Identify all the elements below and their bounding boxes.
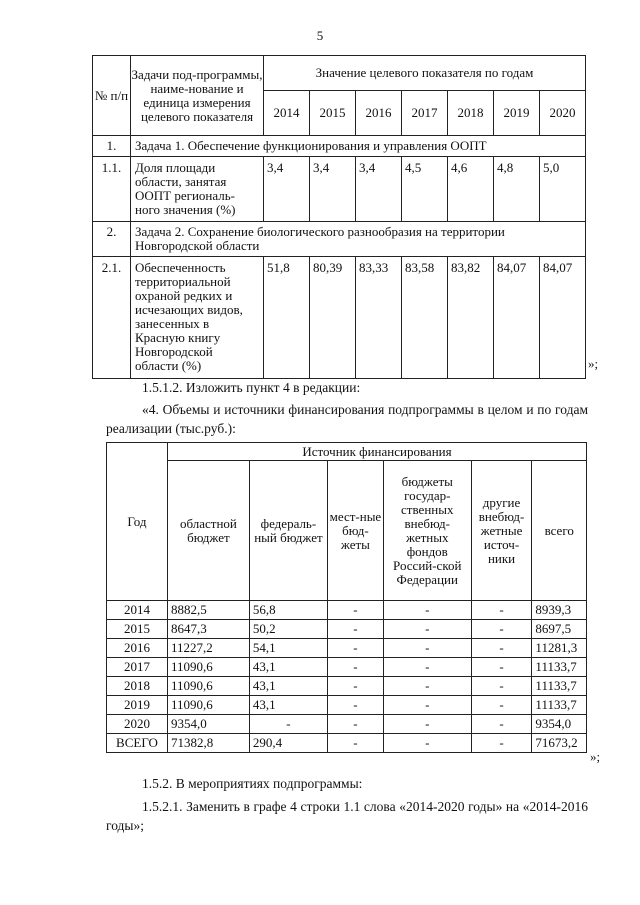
table-row [107,677,587,696]
table2-close-mark: »; [590,749,601,764]
cell-local: - [328,601,384,620]
row-value: 4,6 [448,157,494,222]
section-number: 2. [93,222,131,257]
cell-regional: 11090,6 [167,696,249,715]
row-year: ВСЕГО [107,734,168,753]
table-row [93,157,586,222]
row-year: 2015 [107,620,168,639]
cell-total: 11133,7 [532,696,587,715]
cell-local: - [328,639,384,658]
paragraph-1-5-1-2: 1.5.1.2. Изложить пункт 4 в редакции: [142,380,361,395]
row-description: Доля площади области, занятая ООПТ региональ-ного значения (%) [131,157,264,222]
header-number: № п/п [93,56,131,136]
year-header: 2015 [310,91,356,136]
row-year: 2016 [107,639,168,658]
header-other-sources: другие внебюд-жетные источ-ники [471,461,532,601]
row-value: 80,39 [310,257,356,379]
cell-total: 11133,7 [532,677,587,696]
row-value: 84,07 [540,257,586,379]
table-row [107,696,587,715]
row-number: 2.1. [93,257,131,379]
header-total: всего [532,461,587,601]
cell-federal: - [249,715,327,734]
cell-other: - [471,677,532,696]
table-row [93,257,586,379]
row-year: 2018 [107,677,168,696]
section-title: Задача 2. Сохранение биологического разнообразия на территории Новгородской области [131,222,586,257]
paragraph-1-5-2-1: 1.5.2.1. Заменить в графе 4 строки 1.1 слова «2014-2020 годы» на «2014-2016 годы»; [106,799,588,833]
year-header: 2018 [448,91,494,136]
cell-funds: - [383,639,471,658]
table-row-total [107,734,587,753]
cell-regional: 71382,8 [167,734,249,753]
cell-regional: 8882,5 [167,601,249,620]
cell-total: 11281,3 [532,639,587,658]
cell-regional: 9354,0 [167,715,249,734]
row-year: 2017 [107,658,168,677]
cell-local: - [328,734,384,753]
cell-other: - [471,696,532,715]
cell-local: - [328,696,384,715]
cell-funds: - [383,715,471,734]
cell-local: - [328,677,384,696]
financing-table [106,442,587,753]
year-header: 2016 [356,91,402,136]
cell-local: - [328,715,384,734]
row-number: 1.1. [93,157,131,222]
row-value: 4,5 [402,157,448,222]
cell-federal: 290,4 [249,734,327,753]
header-regional-budget: областной бюджет [167,461,249,601]
year-header: 2014 [264,91,310,136]
table-row [107,715,587,734]
target-indicators-table [92,55,586,379]
cell-federal: 56,8 [249,601,327,620]
section-title: Задача 1. Обеспечение функционирования и управления ООПТ [131,136,586,157]
cell-total: 9354,0 [532,715,587,734]
header-task: Задачи под-программы, наиме-нование и единица измерения целевого показателя [131,56,264,136]
cell-other: - [471,639,532,658]
row-value: 51,8 [264,257,310,379]
cell-federal: 43,1 [249,658,327,677]
header-state-funds: бюджеты государ-ственных внебюд-жетных фондов Россий-ской Федерации [383,461,471,601]
row-value: 3,4 [264,157,310,222]
row-value: 84,07 [494,257,540,379]
year-header: 2017 [402,91,448,136]
cell-other: - [471,658,532,677]
row-description: Обеспеченность территориальной охраной редких и исчезающих видов, занесенных в Красную книгу Новгородской области (%) [131,257,264,379]
row-value: 83,82 [448,257,494,379]
cell-federal: 43,1 [249,696,327,715]
header-year: Год [107,443,168,601]
table-row [107,620,587,639]
cell-funds: - [383,620,471,639]
cell-funds: - [383,601,471,620]
cell-other: - [471,620,532,639]
cell-local: - [328,620,384,639]
paragraph-1-5-2: 1.5.2. В мероприятиях подпрограммы: [142,776,363,791]
cell-funds: - [383,677,471,696]
header-financing-sources: Источник финансирования [167,443,586,461]
cell-total: 8697,5 [532,620,587,639]
cell-regional: 11227,2 [167,639,249,658]
row-value: 4,8 [494,157,540,222]
row-value: 83,33 [356,257,402,379]
page-number: 5 [316,28,324,43]
row-year: 2014 [107,601,168,620]
cell-total: 8939,3 [532,601,587,620]
cell-federal: 54,1 [249,639,327,658]
paragraph-item-4: «4. Объемы и источники финансирования подпрограммы в целом и по годам реализации (тыс.руб.): [106,402,588,436]
table-row [107,639,587,658]
section-number: 1. [93,136,131,157]
row-value: 83,58 [402,257,448,379]
row-year: 2019 [107,696,168,715]
year-header: 2020 [540,91,586,136]
cell-other: - [471,601,532,620]
table-row [107,601,587,620]
cell-local: - [328,658,384,677]
year-header: 2019 [494,91,540,136]
cell-other: - [471,734,532,753]
header-values-by-year: Значение целевого показателя по годам [264,56,586,91]
header-federal-budget: федераль-ный бюджет [249,461,327,601]
row-value: 5,0 [540,157,586,222]
cell-total: 11133,7 [532,658,587,677]
header-local-budgets: мест-ные бюд-жеты [328,461,384,601]
cell-funds: - [383,658,471,677]
cell-funds: - [383,696,471,715]
cell-federal: 43,1 [249,677,327,696]
cell-regional: 11090,6 [167,677,249,696]
cell-funds: - [383,734,471,753]
row-value: 3,4 [356,157,402,222]
row-value: 3,4 [310,157,356,222]
cell-total: 71673,2 [532,734,587,753]
cell-other: - [471,715,532,734]
cell-regional: 8647,3 [167,620,249,639]
table1-close-mark: »; [588,356,599,371]
cell-regional: 11090,6 [167,658,249,677]
table-row [107,658,587,677]
row-year: 2020 [107,715,168,734]
cell-federal: 50,2 [249,620,327,639]
